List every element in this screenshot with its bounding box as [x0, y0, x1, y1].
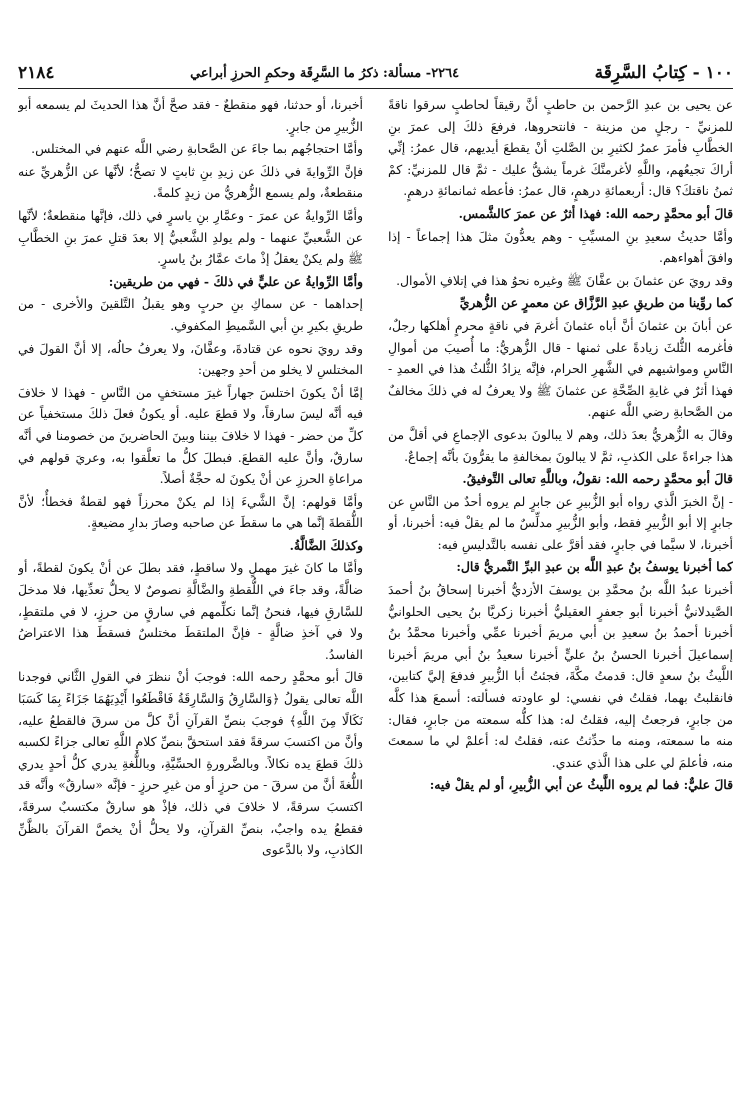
paragraph: وأمَّا احتجاجُهم بما جاءَ عن الصَّحابةِ رضي اللَّه عنهم في المختلس.	[31, 141, 363, 157]
paragraph: وأمَّا الرِّوايةُ عن عمرَ - وعمَّارِ بنِ ياسرٍ في ذلك، فإنَّها منقطعةٌ؛ لأنَّها عن الشَّعبيِّ عنهما - ولم يولدِ الشَّعبيُّ إلا بعدَ قتلِ عمرَ بنِ الخطَّابِ ﷺ ولم يكنْ يعقلُ إذْ ماتَ عمَّارُ بنُ ياسرٍ.	[18, 207, 363, 267]
paragraph: فإنَّ الرِّوايةَ في ذلكَ عن زيدِ بنِ ثابتٍ لا تصحُّ؛ لأنَّها عن الزُّهريِّ عنه منقطعةٌ، ولم يسمع الزُّهريُّ من زيدٍ كلمةً.	[18, 163, 363, 201]
paragraph: وأمَّا قولهم: إنَّ الشَّيءَ إذا لم يكنْ محرزاً فهو لقطةٌ فخطأٌ؛ لأنَّ اللُّقطةَ إنَّما هي ما سقطَ عن صاحبه وصارَ بدارِ مضيعةٍ.	[18, 493, 363, 531]
left-text-column	[18, 94, 363, 1099]
book-title: - كِتابُ السَّرِقَة	[594, 63, 700, 83]
paragraph: أخبرنا عبدُ اللَّه بنُ محمَّدِ بن يوسفَ الأزديُّ أخبرنا إسحاقُ بنُ أحمدَ الصَّيدلانيُّ أخبرنا أبو جعفرٍ العقيليُّ أخبرنا زكريَّا بنُ يحيى الحلوانيُّ أخبرنا أحمدُ بنُ سعيدِ بن أبي مريمَ أخبرنا عمِّي وأخبرنا محمَّدُ بنُ إسماعيلَ أخبرنا الحسنُ بنُ عليٍّ أخبرنا سعيدُ بنُ أبي مريمَ أخبرنا اللَّيثُ بنُ سعدٍ قال: قدمتُ مكَّةَ، فجئتُ أبا الزُّبيرِ فدفعَ إليَّ كتابين، فانقلبتُ بهما، فقلتُ في نفسي: لو عاودته فسألته: أسمعَ هذا كلَّه من جابرٍ، فرجعتُ إليه، فقلتُ له: هذا كلُّه سمعته من جابرٍ، فقال: منه ما سمعته، ومنه ما حدِّثتُ عنه، فقلتُ له: أعلمْ لي ما سمعتَ منه، فأعلمَ لي على هذا الَّذي عندي.	[388, 582, 733, 770]
paragraph: إحداهما - عن سماكِ بنِ حربٍ وهو يقبلُ التَّلقينَ والأخرى - من طريقِ بكيرِ بنِ أبي السَّميطِ المكفوفِ.	[18, 296, 363, 333]
paragraph: عن يحيى بن عبدِ الرَّحمن بن حاطبٍ أنَّ رقيقاً لحاطبٍ سرقوا ناقةً للمزنيِّ - رجلٍ من مزينة - فانتحروها، فرفعَ ذلكَ إلى عمرَ بنِ الخطَّابِ فأمرَ عمرُ لكثيرِ بن الصَّلتِ أنْ يقطعَ أيديهم، قال عمرُ: إنِّي أراكَ تجيعُهم، واللَّهِ لأغرمنَّكَ غرماً يشقُّ عليك - ثمَّ قال للمزنيِّ: كمْ ثمنُ ناقتكَ؟ قال: أربعمائةِ درهمٍ، قال عمرُ: فأعطه ثمانمائةِ درهمٍ.	[388, 97, 733, 199]
paragraph: كما أخبرنا يوسفُ بنُ عبدِ اللَّه بن عبدِ البرِّ النَّمريُّ قال:	[456, 559, 733, 575]
folio-number: ٢١٨٤	[18, 63, 55, 83]
right-text-column	[388, 94, 733, 1099]
header-rule	[18, 88, 733, 89]
paragraph: وقالَ به الزُّهريُّ بعدَ ذلك، وهم لا يبالونَ بدعوى الإجماعِ في أقلَّ من هذا جراءةً على الكذبِ، ثمَّ لا يبالونَ بمخالفةِ ما يقرُّونَ بأنَّه إجماعٌ.	[388, 426, 733, 464]
paragraph: قالَ أبو محمَّدٍ رحمه الله: نقولُ، وباللَّهِ تعالى التَّوفيقُ.	[462, 471, 733, 487]
paragraph: وقد رويَ نحوه عن قتادةَ، وعفَّانَ، ولا يعرفُ حالُه، إلا أنَّ القولَ في المختلسِ لا يخلو من أحدِ وجهين:	[18, 340, 363, 378]
paragraph: وأمَّا حديثُ سعيدِ بنِ المسيِّبِ - وهم يعدُّونَ مثلَ هذا إجماعاً - إذا وافقَ أهواءهم.	[388, 228, 733, 266]
page-header	[18, 60, 733, 86]
paragraph: أخبرنا، أو حدثنا، فهو منقطعٌ - فقد صحَّ أنَّ هذا الحديثَ لم يسمعه أبو الزُّبيرِ من جابرٍ.	[18, 97, 363, 134]
chapter-title: ٢٢٦٤- مسألة: ذكرُ ما السَّرِقَة وحكمِ الحرزِ أبراعي	[190, 65, 460, 81]
paragraph: عن أبانَ بن عثمانَ أنَّ أباه عثمانَ أغرمَ في ناقةٍ محرمٍ أهلكها رجلٌ، فأغرمه الثُّلثَ زيادةً على ثمنها - قال الزُّهريُّ: ما أُصيبَ من أموالِ النَّاسِ ومواشيهم في الشَّهرِ الحرام، فإنَّه يزادُ الثُّلثُ هذا في العمدِ - فهذا أثرٌ في غايةِ الصِّحَّةِ عن عثمانَ ﷺ ولا يعرفُ له في ذلكَ مخالفٌ من الصَّحابةِ رضي اللَّه عنهم.	[388, 317, 733, 420]
paragraph: - إنَّ الخبرَ الَّذي رواه أبو الزُّبيرِ عن جابرٍ لم يروه أحدٌ من النَّاسِ عن جابرٍ إلا أبو الزُّبيرِ فقط، وأبو الزُّبيرِ مدلِّسٌ ما لم يقلْ فيه: أخبرنا، أو أخبرنا، لا سيَّما في جابرٍ، فقد أقرَّ على نفسه بالتَّدليسِ فيه:	[388, 493, 733, 552]
running-head-right	[595, 63, 733, 83]
paragraph: قالَ أبو محمَّدٍ رحمه الله: فوجبَ أنْ ننظرَ في القولِ الثَّاني فوجدنا اللَّه تعالى يقولُ ﴿وَالسَّارِقُ وَالسَّارِقَةُ فَاقْطَعُوا أَيْدِيَهُمَا جَزَاءً بِمَا كَسَبَا نَكَالًا مِنَ اللَّهِ﴾ فوجبَ بنصِّ القرآنِ أنَّ كلَّ من سرقَ فالقطعُ عليه، وأنَّ من اكتسبَ سرقةً فقد استحقَّ بنصِّ كلامِ اللَّهِ تعالى جزاءً لكسبه ذلكَ قطعَ يده نكالاً. وبالضَّرورةِ الحسِّيَّةِ، وباللُّغةِ يدري كلُّ أحدٍ يدري اللُّغةَ أنَّ من سرقَ - من حرزٍ أو من غيرِ حرزٍ - فإنَّه «سارقٌ» وأنَّه قد اكتسبَ سرقةً، لا خلافَ في ذلك، فإذْ هو سارقٌ مكتسبٌ سرقةً، فقطعُ يده واجبٌ، بنصِّ القرآنِ، ولا يحلُّ أنْ يخصَّ القرآنَ بالظَّنِّ الكاذبِ، ولا بالدَّعوى	[18, 669, 363, 858]
paragraph: إمَّا أنْ يكونَ اختلسَ جهاراً غيرَ مستخفٍ من النَّاسِ - فهذا لا خلافَ فيه أنَّه ليسَ سارقاً، ولا قطعَ عليه. أو يكونُ فعلَ ذلكَ مستخفياً عن كلِّ من حضر - فهذا لا خلافَ بيننا وبينَ الحاضرينَ من خصومنا في أنَّه سارقٌ، وأنَّ عليه القطعَ. فبطلَ كلُّ ما تعلَّقوا به، وعريَ قولهم في مراعاةِ الحرزِ عن أنْ يكونَ له حجَّةٌ أصلاً.	[18, 384, 363, 487]
paragraph: وأمَّا الرِّوايةُ عن عليٍّ في ذلكَ - فهي من طريقين:	[108, 273, 363, 289]
paragraph: كما روِّينا من طريقِ عبدِ الرَّزَّاق عن معمرٍ عن الزُّهريِّ	[459, 295, 733, 311]
page-number: ١٠٠	[705, 63, 733, 83]
paragraph: وأمَّا ما كانَ غيرَ مهملٍ ولا ساقطٍ، فقد بطلَ عن أنْ يكونَ لقطةً، أو ضالَّةً، وقد جاءَ في اللُّقطةِ والضَّالَّةِ نصوصٌ لا يحلُّ تعدِّيها، فلا مدخلَ للسَّارقِ فيها، فنحنُ إنَّما نكلِّمهم في سارقٍ من حرزٍ، لا في ملتقطٍ، ولا في آخذِ ضالَّةٍ - فإنَّ الملتقطَ مختلسٌ فسقطَ هذا الاعتراضُ الفاسدُ.	[18, 560, 363, 662]
paragraph: وقد رويَ عن عثمانَ بن عفَّانَ ﷺ وغيره نحوُ هذا في إتلافِ الأموال.	[396, 272, 733, 288]
paragraph: قالَ أبو محمَّدٍ رحمه الله: فهذا أثرٌ عن عمرَ كالشَّمس.	[458, 205, 733, 221]
paragraph: قالَ عليٌّ: فما لم يروه اللَّيثُ عن أبي الزُّبيرِ، أو لم يقلْ فيه:	[429, 777, 733, 793]
paragraph: وكذلكَ الضَّالَّةُ.	[289, 537, 363, 553]
